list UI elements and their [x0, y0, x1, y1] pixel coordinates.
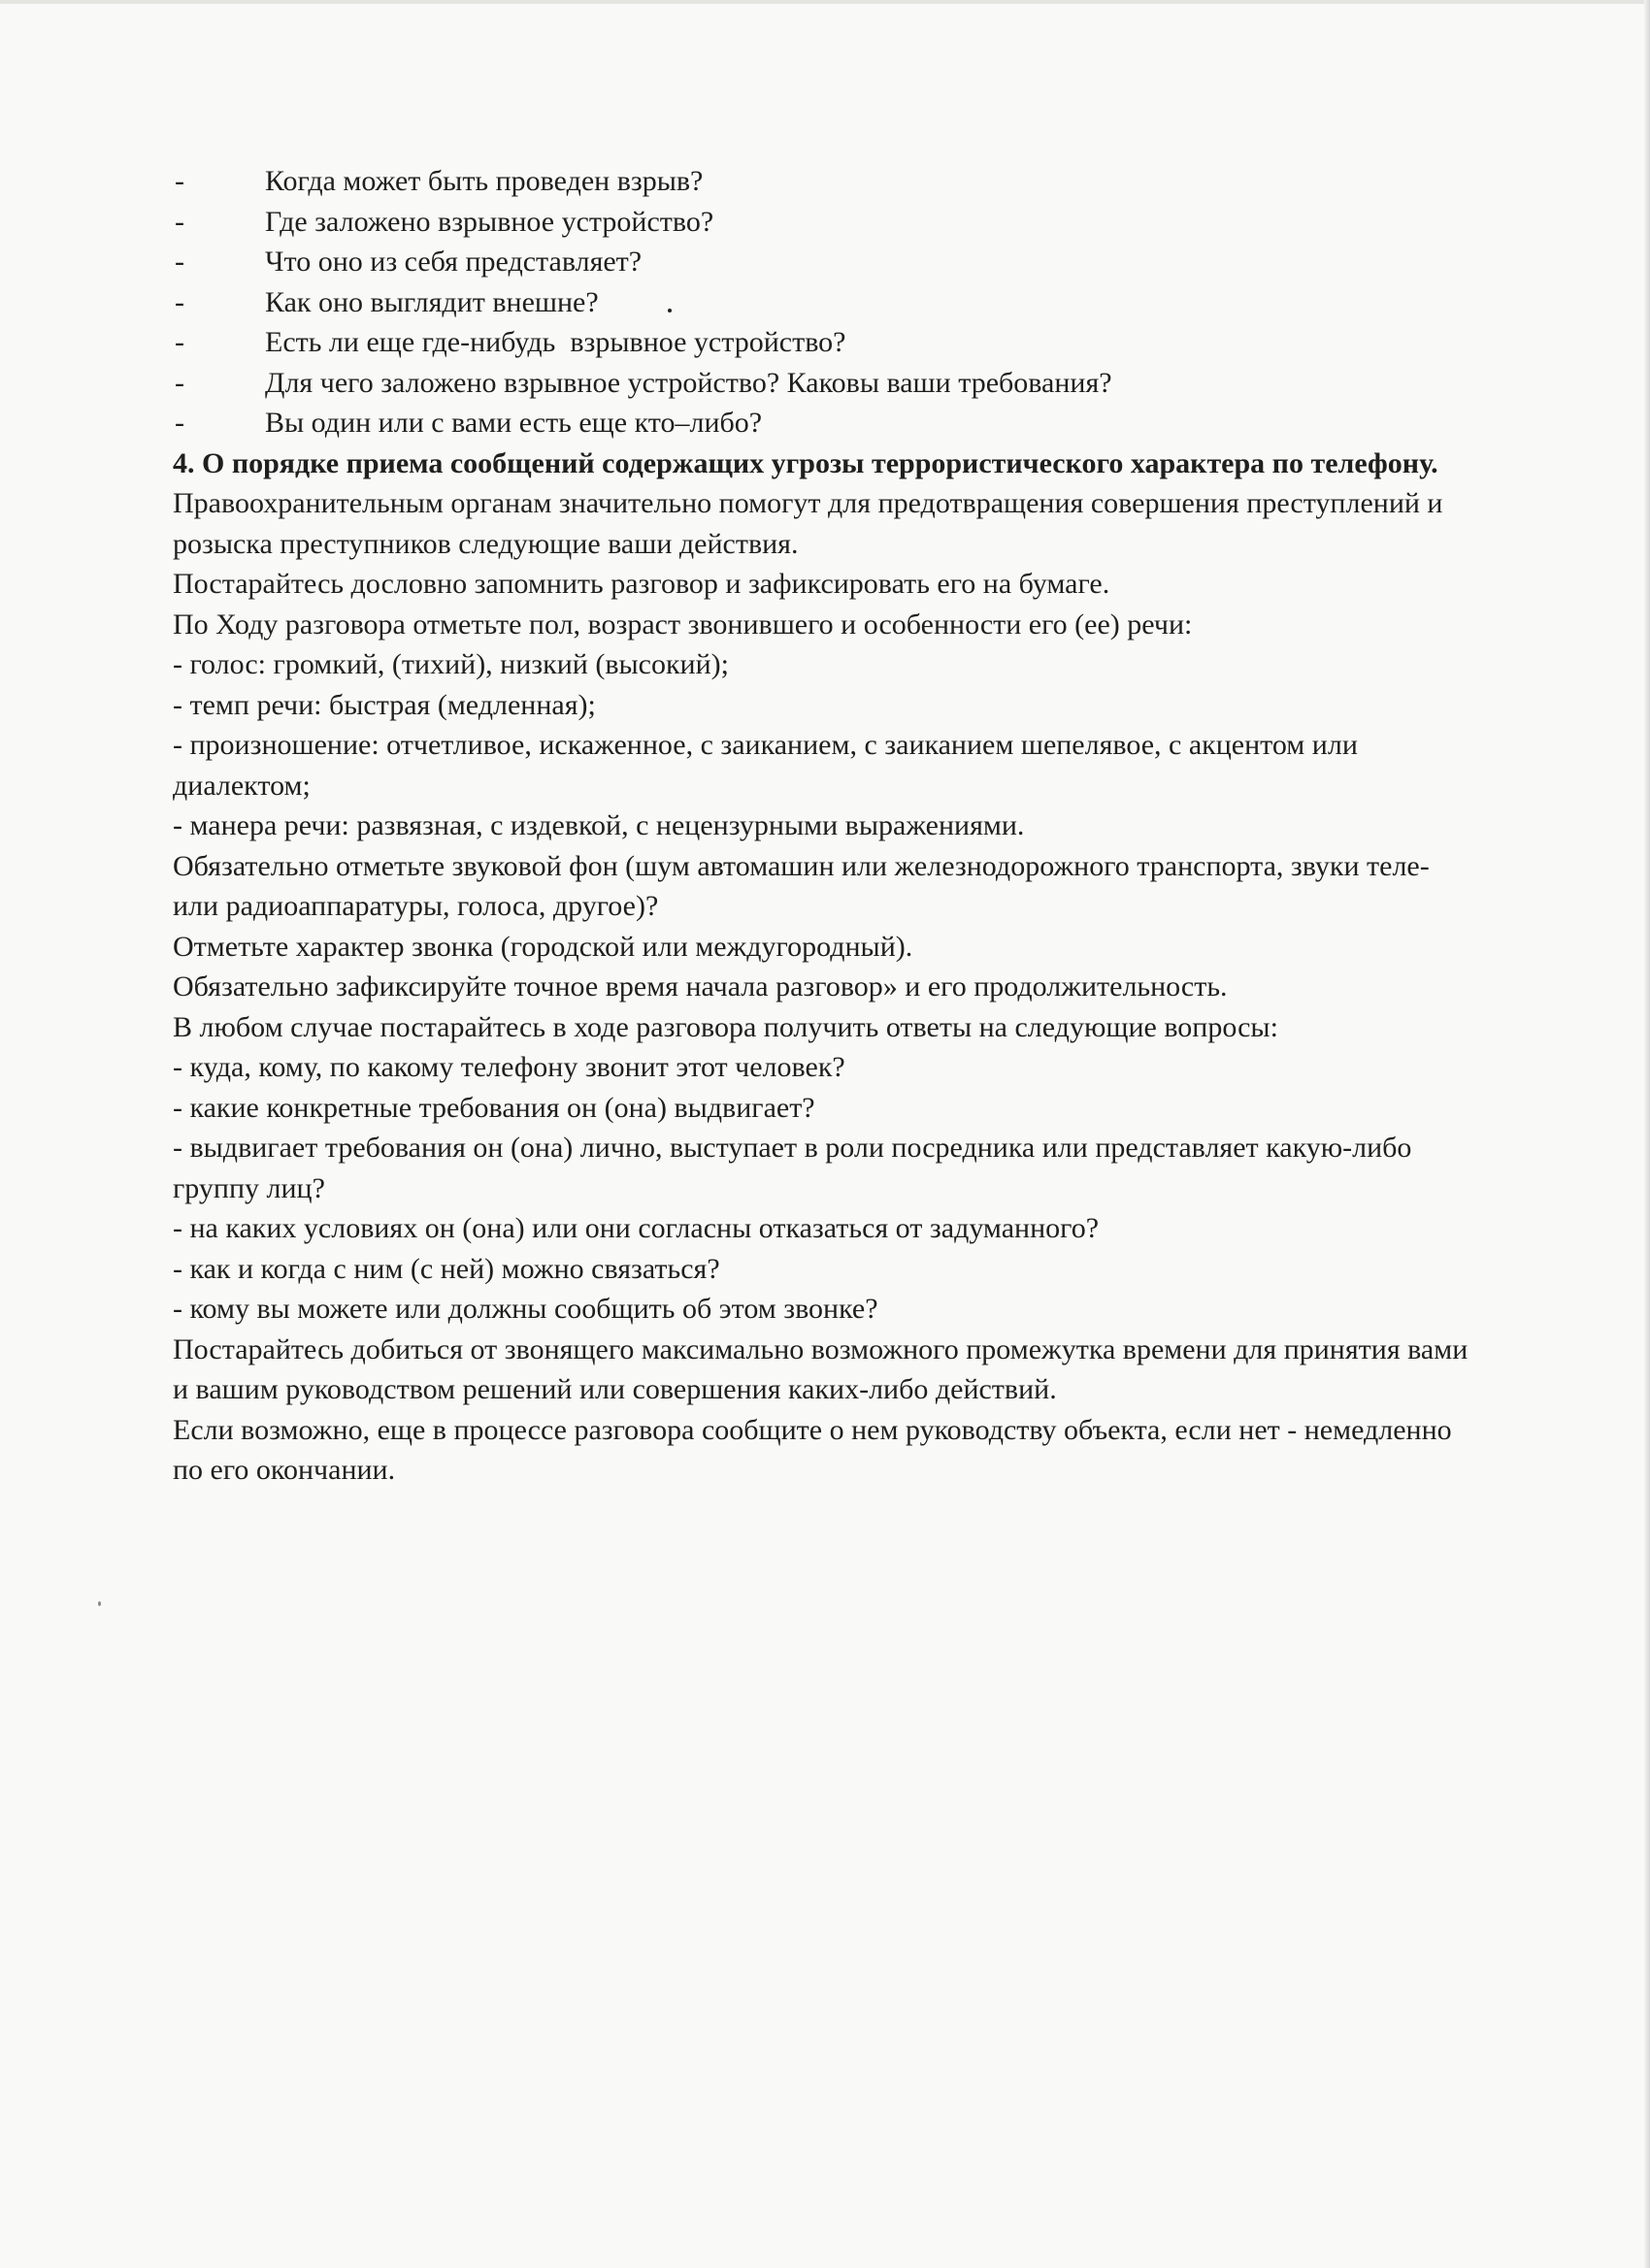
bullet-dash: -: [175, 366, 184, 399]
paragraph: - манера речи: развязная, с издевкой, с нецензурными выражениями.: [173, 809, 1025, 841]
paragraph: - голос: громкий, (тихий), низкий (высокий);: [173, 648, 729, 680]
list-item-text: Что оно из себя представляет?: [265, 246, 643, 278]
list-item-text: Для чего заложено взрывное устройство? Каковы ваши требования?: [265, 366, 1112, 399]
list-item: [173, 242, 1473, 282]
list-item-text: Когда может быть проведен взрыв?: [265, 165, 704, 197]
paragraph: Обязательно зафиксируйте точное время начала разговор» и его продолжительность.: [173, 970, 1228, 1003]
list-item: [173, 202, 1473, 243]
paragraph: - темп речи: быстрая (медленная);: [173, 688, 596, 721]
bullet-dash: -: [175, 407, 184, 439]
list-item: [173, 363, 1473, 404]
paragraph: - куда, кому, по какому телефону звонит этот человек?: [173, 1051, 845, 1083]
list-item: [173, 161, 1473, 202]
paragraph: Обязательно отметьте звуковой фон (шум автомашин или железнодорожного транспорта, звуки теле- или радиоаппаратуры, голоса, другое)?: [173, 849, 1430, 922]
paragraph: Правоохранительным органам значительно помогут для предотвращения совершения преступлений и розыска преступников следующие ваши действия.: [173, 487, 1443, 560]
scan-speck: [98, 1601, 101, 1606]
list-item: [173, 403, 1473, 444]
paragraph: Постарайтесь добиться от звонящего максимально возможного промежутка времени для принятия вами и вашим руководством решений или совершения каких-либо действий.: [173, 1332, 1468, 1405]
bullet-dash: -: [175, 285, 184, 318]
scan-edge-top: [0, 0, 1650, 4]
bullet-dash: -: [175, 326, 184, 358]
list-item: [173, 322, 1473, 363]
paragraph: Постарайтесь дословно запомнить разговор и зафиксировать его на бумаге.: [173, 568, 1110, 600]
list-item-text: Вы один или с вами есть еще кто–либо?: [265, 407, 763, 439]
list-item: [173, 282, 1473, 323]
question-list: [173, 161, 1473, 444]
paragraph: - какие конкретные требования он (она) выдвигает?: [173, 1091, 815, 1124]
paragraph: Если возможно, еще в процессе разговора сообщите о нем руководству объекта, если нет - немедленно по его окончании.: [173, 1413, 1452, 1486]
list-item-text: Как оно выглядит внешне?: [265, 285, 599, 318]
document-page: [173, 161, 1473, 1491]
paragraph: - произношение: отчетливое, искаженное, с заиканием, с заиканием шепелявое, с акцентом или диалектом;: [173, 729, 1358, 802]
section-heading: 4. О порядке приема сообщений содержащих угрозы террористического характера по телефону.: [173, 446, 1438, 479]
paragraph: - как и когда с ним (с ней) можно связаться?: [173, 1252, 720, 1285]
paragraph: - выдвигает требования он (она) лично, выступает в роли посредника или представляет какую-либо группу лиц?: [173, 1132, 1412, 1204]
list-item-text: Есть ли еще где-нибудь взрывное устройство?: [265, 326, 846, 358]
paragraph: - кому вы можете или должны сообщить об этом звонке?: [173, 1293, 878, 1325]
scan-edge-right: [1644, 0, 1650, 2268]
bullet-dash: -: [175, 165, 184, 197]
list-item-text: Где заложено взрывное устройство?: [265, 205, 714, 238]
bullet-dash: -: [175, 246, 184, 278]
bullet-dash: -: [175, 205, 184, 238]
paragraph: - на каких условиях он (она) или они согласны отказаться от задуманного?: [173, 1212, 1100, 1244]
paragraph: Отметьте характер звонка (городской или междугородный).: [173, 930, 913, 963]
paragraph: По Ходу разговора отметьте пол, возраст звонившего и особенности его (ее) речи:: [173, 608, 1193, 641]
paragraph: В любом случае постарайтесь в ходе разговора получить ответы на следующие вопросы:: [173, 1010, 1278, 1043]
scan-speck: [668, 309, 672, 312]
